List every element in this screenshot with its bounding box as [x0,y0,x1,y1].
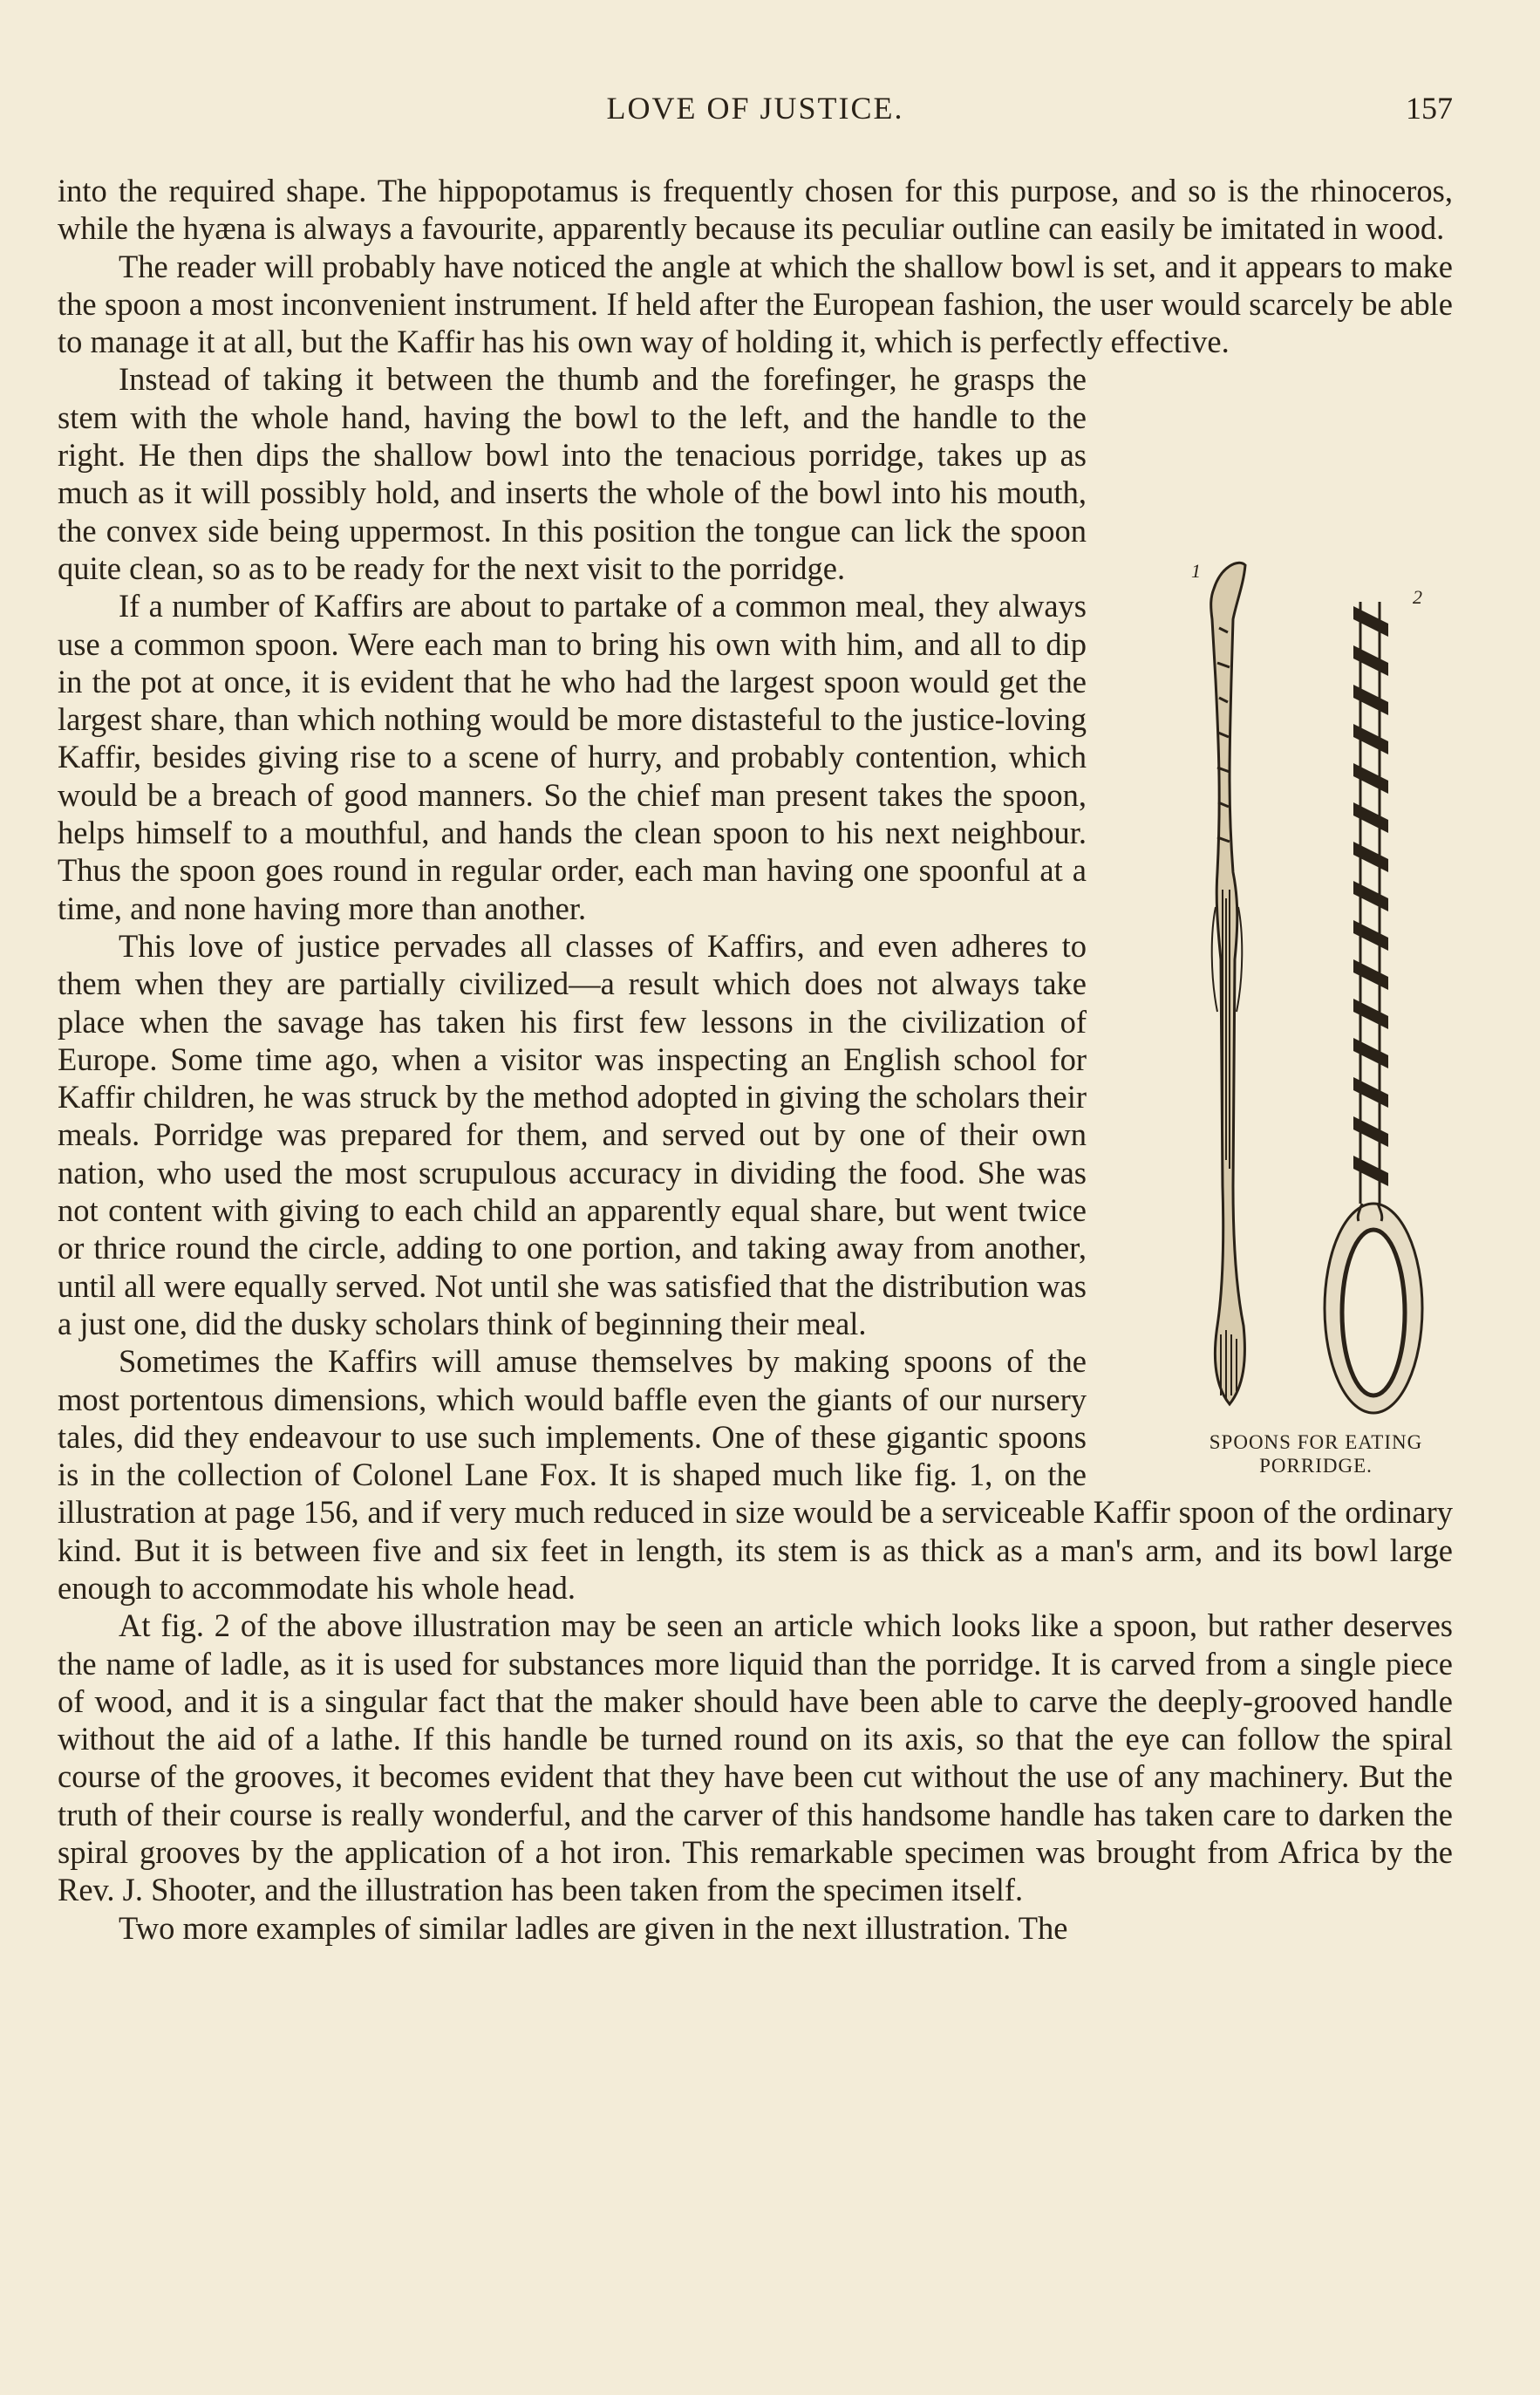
figure-label-2: 2 [1413,586,1422,608]
paragraph-5: This love of justice pervades all classes of Kaffirs, and even adheres to them when they are partially civilized—a result which does not always take place when the savage has taken his first few lessons in the civilization of Europe. Some time ago, when a visitor was inspecting an English school for Kaffir children, he was struck by the method adopted in giving the scholars their meals. Porridge was prepared for them, and served out by one of their own nation, who used the most scrupulous accuracy in dividing the food. She was not content with giving to each child an apparently equal share, but went twice or thrice round the circle, adding to one portion, and taking away from another, until all were equally served. Not until she was satisfied that the distribution was a just one, did the dusky scholars think of beginning their meal. [58,927,1087,1341]
running-title: LOVE OF JUSTICE. [606,91,904,126]
page-header [58,90,1453,133]
paragraph-6: Sometimes the Kaffirs will amuse themselves by making spoons of the most portentous dimensions, which would baffle even the giants of our nursery tales, did they endeavour to use such implements. One of these gigantic spoons is in the collection of Colonel Lane Fox. It is shaped much like fig. 1, on the illustration at page 156, and if very much reduced in size would be a serviceable Kaffir spoon of the ordinary kind. But it is between five and six feet in length, its stem is as thick as a man's arm, and its bowl large enough to accommodate his whole head. [58,1343,1453,1606]
spoon-fig-1 [1211,563,1245,1404]
figure-caption [1160,1430,1472,1477]
paragraph-4: If a number of Kaffirs are about to partake of a common meal, they always use a common spoon. Were each man to bring his own with him, and all to dip in the pot at once, it is evident that he who had the largest spoon would get the largest share, than which nothing would be more distasteful to the justice-loving Kaffir, besides giving rise to a scene of hurry, and probably contention, which would be a breach of good manners. So the chief man present takes the spoon, helps himself to a mouthful, and hands the clean spoon to his next neighbour. Thus the spoon goes round in regular order, each man having one spoonful at a time, and none having more than another. [58,588,1087,926]
spoons-drawing [1160,523,1472,1430]
ladle-fig-2 [1325,602,1422,1413]
paragraph-1: into the required shape. The hippopotamus is frequently chosen for this purpose, and so is the rhinoceros, while the hyæna is always a favourite, apparently because its peculiar outline can easily be imitated in wood. [58,173,1453,247]
paragraph-8: Two more examples of similar ladles are given in the next illustration. The [119,1909,1068,1946]
caption-line-2: PORRIDGE. [1259,1455,1373,1477]
paragraph-7: At fig. 2 of the above illustration may be seen an article which looks like a spoon, but rather deserves the name of ladle, as it is used for substances more liquid than the porridge. It is carved from a single piece of wood, and it is a singular fact that the maker should have been able to carve the deeply-grooved handle without the aid of a lathe. If this handle be turned round on its axis, so that the eye can follow the spiral course of the grooves, it becomes evident that they have been cut without the use of any machinery. But the truth of their course is really wonderful, and the carver of this handsome handle has taken care to darken the spiral grooves by the application of a hot iron. This remarkable specimen was brought from Africa by the Rev. J. Shooter, and the illustration has been taken from the specimen itself. [58,1607,1453,1908]
caption-line-1: SPOONS FOR EATING [1209,1431,1423,1453]
spoons-illustration [1160,523,1472,1544]
spiral-grooves [1353,606,1388,1186]
paragraph-3-text: Instead of taking it between the thumb and the forefinger, he grasps the stem with the whole hand, having the bowl to the left, and the handle to the right. He then dips the shallow bowl into the tenacious porridge, takes up as much as it will possibly hold, and inserts the whole of the bowl into his mouth, the convex side being uppermost. In this position the tongue can lick the spoon quite clean, so as to be ready for the next visit to the porridge. [58,361,1087,586]
figure-label-1: 1 [1191,560,1201,582]
page-number: 157 [1406,91,1453,126]
paragraph-2: The reader will probably have noticed the angle at which the shallow bowl is set, and it appears to make the spoon a most inconvenient instrument. If held after the European fashion, the user would scarcely be able to manage it at all, but the Kaffir has his own way of holding it, which is perfectly effective. [58,248,1453,360]
